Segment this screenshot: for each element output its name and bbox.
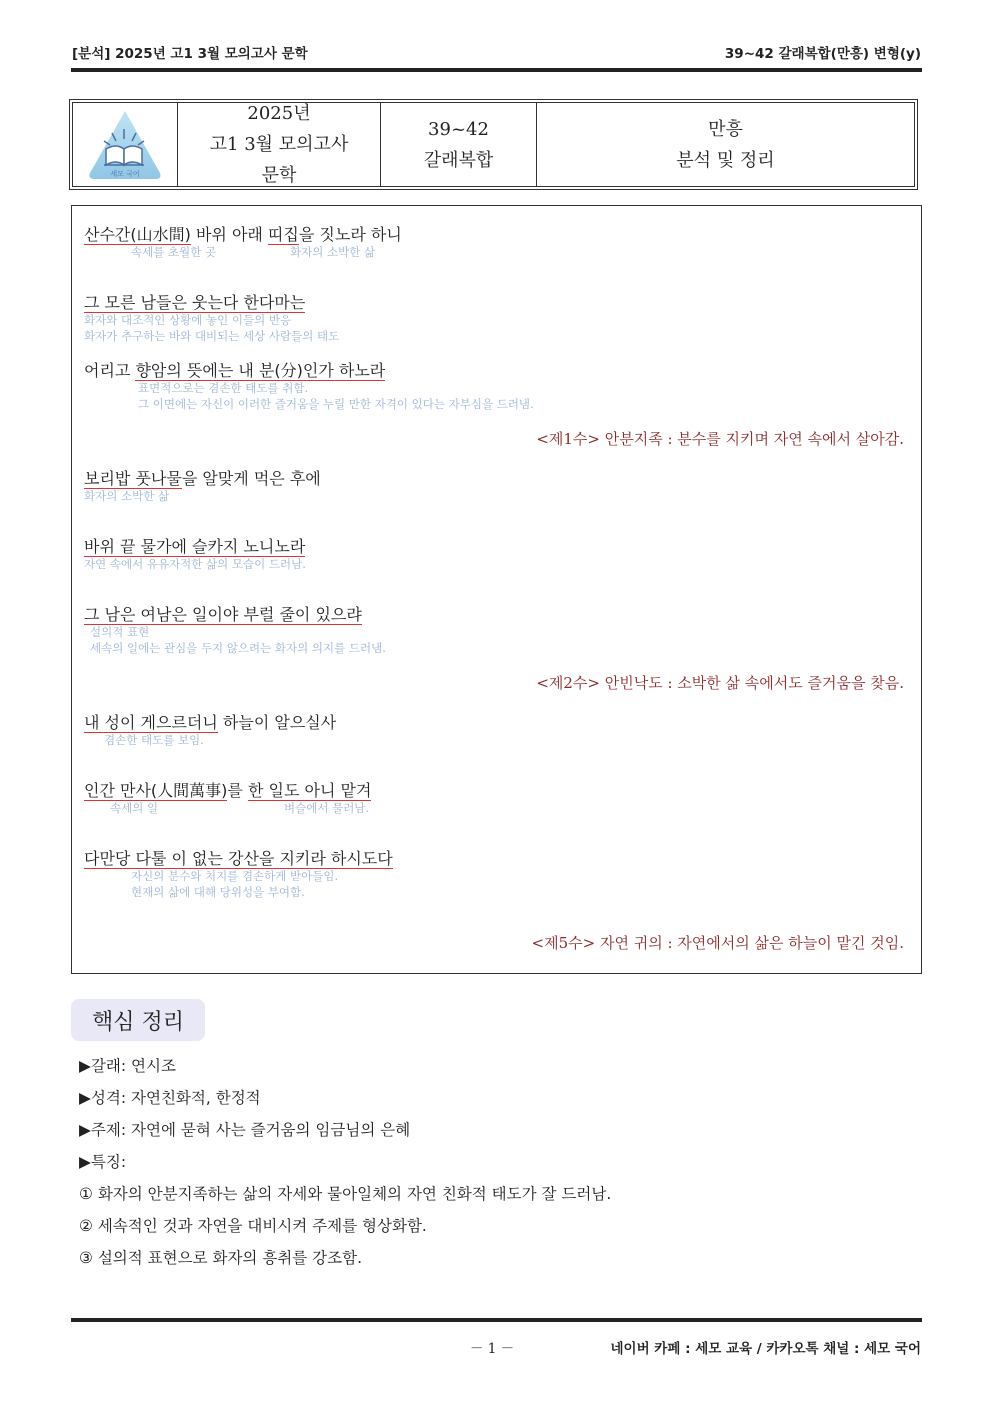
- header-right-title: 39~42 갈래복합(만흥) 변형(y): [724, 46, 921, 62]
- logo-cell: [73, 103, 178, 186]
- highlight-phrase: 띠집: [267, 225, 299, 244]
- plain-text: 어리고: [84, 361, 136, 380]
- book-logo-icon: [86, 107, 164, 183]
- poem-line: [84, 290, 305, 313]
- plain-text: 하늘이 알으실사: [217, 713, 337, 732]
- highlight-phrase: 내 성이 게으르더니: [84, 713, 218, 732]
- feature-item: ① 화자의 안분지족하는 삶의 자세와 물아일체의 자연 친화적 태도가 잘 드러남.: [79, 1185, 612, 1203]
- annotation: 세속의 일에는 관심을 두지 않으려는 화자의 의지를 드러냄.: [90, 641, 386, 655]
- feature-item: ② 세속적인 것과 자연을 대비시켜 주제를 형상화함.: [79, 1217, 427, 1235]
- highlight-phrase: 바위 끝 물가에 슬카지 노니노라: [84, 537, 306, 556]
- annotation: 설의적 표현: [90, 625, 150, 639]
- plain-text: 를: [227, 781, 248, 800]
- question-cell: [381, 103, 537, 186]
- highlight-phrase: 산수간(山水間): [84, 225, 191, 244]
- annotation: 자연 속에서 유유자적한 삶의 모습이 드러남.: [84, 557, 306, 571]
- annotation: 현재의 삶에 대해 당위성을 부여함.: [131, 885, 305, 899]
- poem-line: [84, 358, 385, 381]
- highlight-phrase: 보리밥 풋나물: [84, 469, 182, 488]
- annotation: 표면적으로는 겸손한 태도를 취함.: [138, 381, 309, 395]
- genre-line: ▶갈래: 연시조: [79, 1057, 176, 1075]
- info-table: [69, 99, 918, 190]
- page-number: － 1 －: [470, 1341, 515, 1357]
- annotation: 그 이면에는 자신이 이러한 즐거움을 누릴 만한 자격이 있다는 자부심을 드러냄.: [138, 397, 534, 411]
- annotation: 자신의 분수와 처지를 겸손하게 받아들임.: [131, 869, 339, 883]
- poem-line: [84, 534, 305, 557]
- annotation: 속세를 초월한 곳: [131, 245, 217, 259]
- annotation: 화자가 추구하는 바와 대비되는 세상 사람들의 태도: [84, 329, 340, 343]
- exam-info-cell: [178, 103, 381, 186]
- highlight-phrase: 인간 만사(人間萬事): [84, 781, 228, 800]
- exam-name: 고1 3월 모의고사: [209, 134, 349, 155]
- question-range: 39~42: [428, 118, 489, 140]
- annotation: 화자의 소박한 삶: [84, 489, 170, 503]
- plain-text: 을 짓노라 하니: [298, 225, 402, 244]
- key-summary-title: 핵심 정리: [71, 999, 205, 1041]
- plain-text: 바위 아래: [190, 225, 268, 244]
- work-title: 만흥: [708, 118, 743, 140]
- poem-line: [84, 222, 402, 245]
- stanza-summary-5: <제5수> 자연 귀의 : 자연에서의 삶은 하늘이 맡긴 것임.: [531, 934, 904, 952]
- feature-item: ③ 설의적 표현으로 화자의 흥취를 강조함.: [79, 1249, 363, 1267]
- highlight-phrase: 한 일도 아니 맡겨: [247, 781, 372, 800]
- logo-text: 세모 국어: [110, 169, 140, 178]
- work-subtitle: 분석 및 정리: [676, 149, 775, 171]
- question-type: 갈래복합: [423, 149, 494, 171]
- poem-line: [84, 846, 393, 869]
- highlight-phrase: 향암의 뜻에는 내 분(分)인가 하노라: [135, 361, 386, 380]
- poem-line: [84, 602, 362, 625]
- highlight-phrase: 그 남은 여남은 일이야 부럴 줄이 있으랴: [84, 605, 362, 624]
- annotation: 화자의 소박한 삶: [290, 245, 376, 259]
- highlight-phrase: 그 모른 남들은 웃는다 한다마는: [84, 293, 306, 312]
- stanza-summary-2: <제2수> 안빈낙도 : 소박한 삶 속에서도 즐거움을 찾음.: [536, 674, 904, 692]
- poem-line: [84, 710, 336, 733]
- theme-line: ▶주제: 자연에 묻혀 사는 즐거움의 임금님의 은혜: [79, 1121, 411, 1139]
- footer-divider: [71, 1318, 922, 1322]
- annotation: 겸손한 태도를 보임.: [104, 733, 204, 747]
- annotation: 벼슬에서 물러남.: [284, 801, 370, 815]
- stanza-summary-1: <제1수> 안분지족 : 분수를 지키며 자연 속에서 살아감.: [536, 430, 904, 448]
- plain-text: 을 알맞게 먹은 후에: [181, 469, 321, 488]
- footer-contact: 네이버 카페 : 세모 교육 / 카카오톡 채널 : 세모 국어: [610, 1341, 921, 1357]
- annotation: 화자와 대조적인 상황에 놓인 이들의 반응: [84, 313, 292, 327]
- header-divider: [71, 68, 922, 72]
- annotation: 속세의 일: [110, 801, 159, 815]
- poem-line: [84, 778, 371, 801]
- nature-line: ▶성격: 자연친화적, 한정적: [79, 1089, 261, 1107]
- poem-line: [84, 466, 321, 489]
- title-cell: [537, 103, 914, 186]
- features-heading: ▶특징:: [79, 1153, 127, 1171]
- header-left-title: [분석] 2025년 고1 3월 모의고사 문학: [72, 46, 308, 62]
- highlight-phrase: 다만당 다툴 이 없는 강산을 지키라 하시도다: [84, 849, 393, 868]
- exam-subject: 문학: [261, 165, 297, 186]
- exam-year: 2025년: [247, 103, 311, 124]
